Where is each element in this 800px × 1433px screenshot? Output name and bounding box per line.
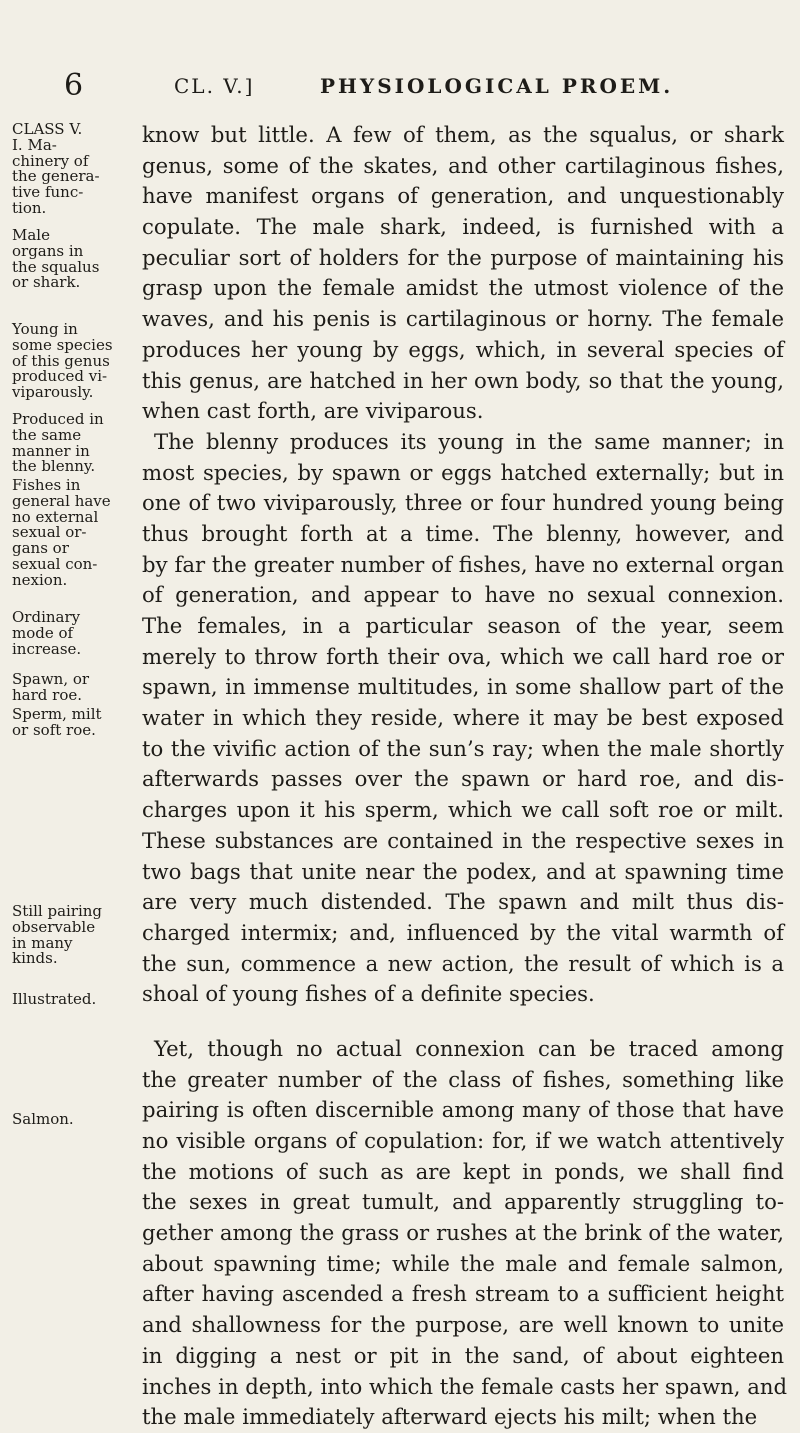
- text-line: are very much distended. The spawn and milt thus dis-: [142, 889, 784, 915]
- margin-note-line: no external: [12, 507, 99, 526]
- margin-note-still-pairing: [12, 904, 136, 967]
- margin-note-line: nexion.: [12, 570, 68, 589]
- margin-note-line: Produced in: [12, 410, 104, 428]
- margin-note-line: some species: [12, 335, 113, 354]
- text-line: peculiar sort of holders for the purpose of maintaining his: [142, 244, 784, 270]
- margin-note-line: Illustrated.: [12, 990, 97, 1008]
- text-line: about spawning time; while the male and female salmon,: [142, 1250, 784, 1276]
- text-line: charges upon it his sperm, which we call soft roe or milt.: [142, 797, 784, 823]
- text-line: the sexes in great tumult, and apparently struggling to-: [142, 1189, 784, 1215]
- margin-note-line: Spawn, or: [12, 670, 90, 688]
- margin-note-line: in many: [12, 933, 73, 952]
- text-line: afterwards passes over the spawn or hard roe, and dis-: [142, 766, 784, 792]
- text-line: no visible organs of copulation: for, if we watch attentively: [142, 1128, 784, 1153]
- text-line: after having ascended a fresh stream to a sufficient height: [142, 1281, 784, 1307]
- margin-note-line: the squalus: [12, 257, 100, 276]
- text-line: produces her young by eggs, which, in several species of: [142, 336, 784, 362]
- text-line: the motions of such as are kept in ponds, we shall find: [142, 1158, 784, 1184]
- paragraph-gap: [142, 1010, 784, 1034]
- margin-note-line: Sperm, milt: [12, 705, 102, 723]
- margin-note-line: of this genus: [12, 351, 110, 370]
- margin-note-fishes-general: [12, 478, 136, 589]
- page-header: [64, 68, 744, 108]
- page-number: 6: [64, 68, 84, 103]
- text-line: of generation, and appear to have no sexual connexion.: [142, 582, 784, 608]
- text-line: the greater number of the class of fishes, something like: [142, 1066, 784, 1092]
- text-line: pairing is often discernible among many of those that have: [142, 1097, 784, 1123]
- margin-note-spawn: [12, 672, 136, 704]
- text-line: charged intermix; and, influenced by the vital warmth of: [142, 919, 784, 945]
- margin-note-sperm: [12, 707, 136, 739]
- text-line: when cast forth, are viviparous.: [142, 398, 484, 424]
- margin-note-line: general have: [12, 491, 111, 510]
- paragraph-blenny: [142, 427, 784, 1010]
- text-line: grasp upon the female amidst the utmost violence of the: [142, 275, 784, 301]
- margin-note-line: Still pairing: [12, 902, 103, 920]
- text-line: The blenny produces its young in the same manner; in: [154, 428, 784, 454]
- text-line: to the vivific action of the sun’s ray; when the male shortly: [142, 735, 784, 761]
- margin-note-line: the genera-: [12, 167, 100, 186]
- text-line: water in which they reside, where it may be best exposed: [142, 705, 784, 731]
- margin-note-ordinary-mode: [12, 610, 136, 657]
- margin-note-line: sexual con-: [12, 554, 98, 573]
- paragraph-pairing: [142, 1034, 788, 1433]
- margin-note-line: Salmon.: [12, 1110, 74, 1128]
- margin-note-male-organs: [12, 228, 136, 291]
- text-line: the male immediately afterward ejects his milt; when the: [142, 1404, 758, 1430]
- text-line: gether among the grass or rushes at the brink of the water,: [142, 1220, 784, 1246]
- margin-note-line: the same: [12, 425, 82, 444]
- margin-note-line: tion.: [12, 198, 47, 217]
- paragraph-shark: [142, 120, 784, 427]
- text-line: two bags that unite near the podex, and at spawning time: [142, 858, 784, 884]
- margin-note-line: or soft roe.: [12, 720, 96, 739]
- text-line: Yet, though no actual connexion can be traced among: [154, 1035, 784, 1061]
- text-line: most species, by spawn or eggs hatched externally; but in: [142, 459, 784, 485]
- margin-note-line: gans or: [12, 539, 69, 558]
- section-reference: CL. V.]: [174, 74, 255, 98]
- text-line: shoal of young fishes of a definite species.: [142, 981, 595, 1007]
- text-line: copulate. The male shark, indeed, is furnished with a: [142, 214, 784, 240]
- margin-note-line: Young in: [12, 320, 78, 338]
- text-line: know but little. A few of them, as the squalus, or shark: [142, 122, 784, 147]
- margin-note-line: the blenny.: [12, 457, 96, 476]
- margin-note-blenny: [12, 412, 136, 475]
- text-line: in digging a nest or pit in the sand, of about eighteen: [142, 1342, 784, 1368]
- text-line: thus brought forth at a time. The blenny, however, and: [142, 520, 784, 546]
- margin-note-line: Male: [12, 226, 50, 244]
- text-line: The females, in a particular season of the year, seem: [142, 613, 784, 638]
- text-line: inches in depth, into which the female casts her spawn, and: [142, 1373, 788, 1399]
- margin-note-line: increase.: [12, 639, 82, 658]
- margin-note-line: I. Ma-: [12, 135, 57, 154]
- margin-note-salmon: [12, 1112, 136, 1128]
- margin-note-line: produced vi-: [12, 367, 108, 386]
- margin-note-line: manner in: [12, 441, 90, 460]
- margin-note-line: organs in: [12, 241, 84, 260]
- margin-note-line: tive func-: [12, 183, 84, 202]
- margin-note-line: viparously.: [12, 383, 94, 402]
- text-line: the sun, commence a new action, the result of which is a: [142, 950, 784, 976]
- text-line: merely to throw forth their ova, which we call hard roe or: [142, 643, 784, 669]
- margin-note-line: observable: [12, 917, 96, 936]
- running-title: PHYSIOLOGICAL PROEM.: [320, 74, 674, 98]
- text-line: this genus, are hatched in her own body, so that the young,: [142, 367, 784, 393]
- margin-note-line: or shark.: [12, 273, 81, 292]
- margin-note-line: CLASS V.: [12, 120, 83, 138]
- margin-note-line: Fishes in: [12, 476, 81, 494]
- margin-note-machinery: [12, 122, 136, 217]
- margin-note-line: Ordinary: [12, 608, 81, 626]
- text-line: spawn, in immense multitudes, in some shallow part of the: [142, 674, 784, 700]
- main-text: [142, 120, 788, 1433]
- margin-note-line: mode of: [12, 623, 74, 642]
- text-line: waves, and his penis is cartilaginous or horny. The female: [142, 306, 784, 332]
- text-line: genus, some of the skates, and other cartilaginous fishes,: [142, 152, 784, 178]
- margin-note-young: [12, 322, 136, 401]
- margin-note-line: sexual or-: [12, 523, 87, 542]
- text-line: and shallowness for the purpose, are well known to unite: [142, 1312, 784, 1338]
- margin-note-line: chinery of: [12, 151, 89, 170]
- margin-note-line: kinds.: [12, 949, 58, 968]
- text-line: by far the greater number of fishes, have no external organ: [142, 551, 784, 577]
- text-line: have manifest organs of generation, and unquestionably: [142, 183, 784, 209]
- margin-note-illustrated: [12, 992, 136, 1008]
- text-line: These substances are contained in the respective sexes in: [142, 827, 784, 853]
- margin-note-line: hard roe.: [12, 685, 82, 704]
- text-line: one of two viviparously, three or four hundred young being: [142, 490, 784, 516]
